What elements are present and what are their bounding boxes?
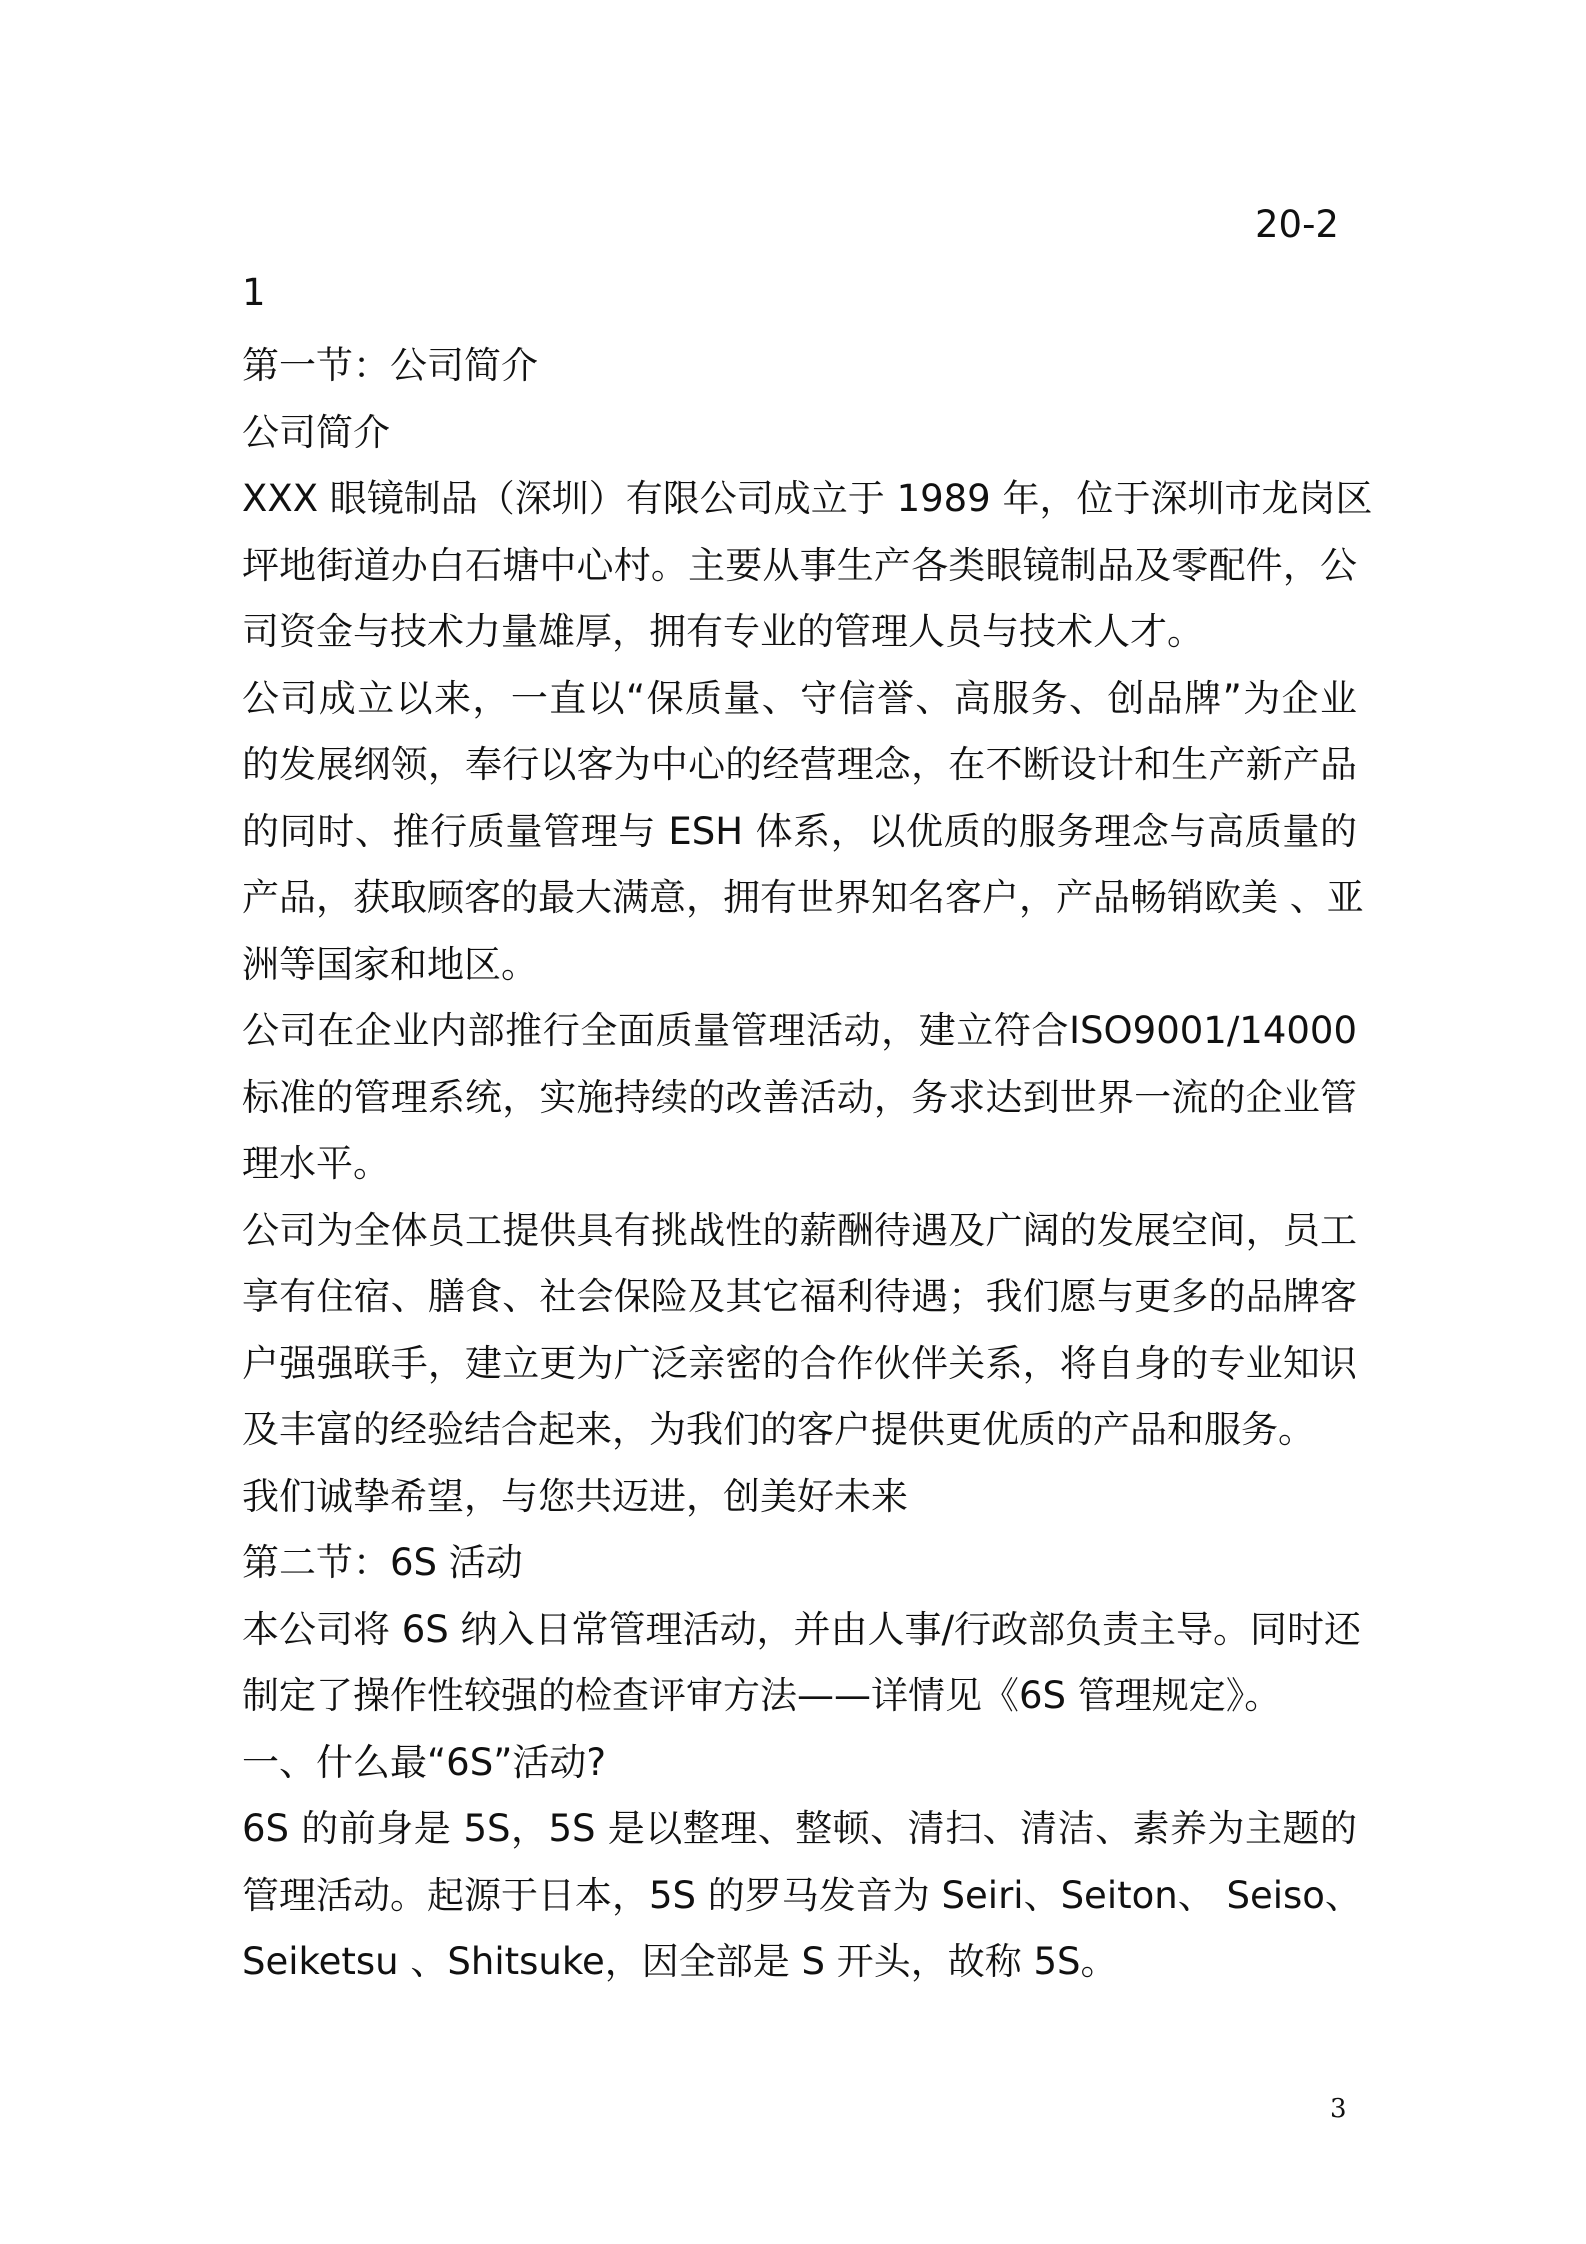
paragraph-line: 司资金与技术力量雄厚，拥有专业的管理人员与技术人才。	[242, 610, 1204, 653]
paragraph-line: 6S 的前身是 5S，5S 是以整理、整顿、清扫、清洁、素养为主题的	[242, 1807, 1357, 1850]
paragraph-line: 产品，获取顾客的最大满意，拥有世界知名客户，产品畅销欧美 、亚	[242, 876, 1364, 919]
paragraph-line: 享有住宿、膳食、社会保险及其它福利待遇；我们愿与更多的品牌客	[242, 1275, 1357, 1318]
page-number: 3	[1330, 2094, 1347, 2124]
section-heading-2: 第二节：6S 活动	[242, 1541, 523, 1584]
paragraph-line: 公司成立以来，一直以“保质量、守信誉、高服务、创品牌”为企业	[242, 676, 1357, 720]
paragraph-line: 管理活动。起源于日本，5S 的罗马发音为 Seiri、Seiton、 Seiso、	[242, 1873, 1362, 1917]
paragraph-line: 坪地街道办白石塘中心村。主要从事生产各类眼镜制品及零配件，公	[242, 543, 1357, 587]
paragraph-line: 的发展纲领，奉行以客为中心的经营理念，在不断设计和生产新产品	[242, 743, 1357, 786]
document-body	[242, 333, 1373, 1996]
paragraph-line: 本公司将 6S 纳入日常管理活动，并由人事/行政部负责主导。同时还	[242, 1607, 1362, 1651]
subheading-what-is-6s: 一、什么最“6S”活动?	[242, 1740, 607, 1784]
paragraph-line: 公司为全体员工提供具有挑战性的薪酬待遇及广阔的发展空间，员工	[242, 1208, 1357, 1252]
paragraph-line: 标准的管理系统，实施持续的改善活动，务求达到世界一流的企业管	[242, 1075, 1357, 1119]
paragraph-line: 洲等国家和地区。	[242, 942, 538, 986]
paragraph-line: 制定了操作性较强的检查评审方法——详情见《6S 管理规定》。	[242, 1674, 1282, 1717]
document-number: 20-2	[1255, 203, 1339, 246]
paragraph-line: 理水平。	[242, 1142, 390, 1185]
paragraph-line: 我们诚挚希望，与您共迈进，创美好未来	[242, 1474, 908, 1518]
paragraph-line: 的同时、推行质量管理与 ESH 体系，以优质的服务理念与高质量的	[242, 809, 1357, 853]
paragraph-line: Seiketsu 、Shitsuke，因全部是 S 开头，故称 5S。	[242, 1940, 1118, 1983]
subheading-company-profile: 公司简介	[242, 410, 390, 454]
paragraph-line: XXX 眼镜制品（深圳）有限公司成立于 1989 年，位于深圳市龙岗区	[242, 477, 1373, 520]
section-heading-1: 第一节：公司简介	[242, 344, 538, 387]
paragraph-line: 及丰富的经验结合起来，为我们的客户提供更优质的产品和服务。	[242, 1408, 1315, 1451]
paragraph-line: 公司在企业内部推行全面质量管理活动，建立符合ISO9001/14000	[242, 1009, 1357, 1052]
document-number-continuation: 1	[242, 271, 266, 314]
paragraph-line: 户强强联手，建立更为广泛亲密的合作伙伴关系，将自身的专业知识	[242, 1341, 1357, 1385]
